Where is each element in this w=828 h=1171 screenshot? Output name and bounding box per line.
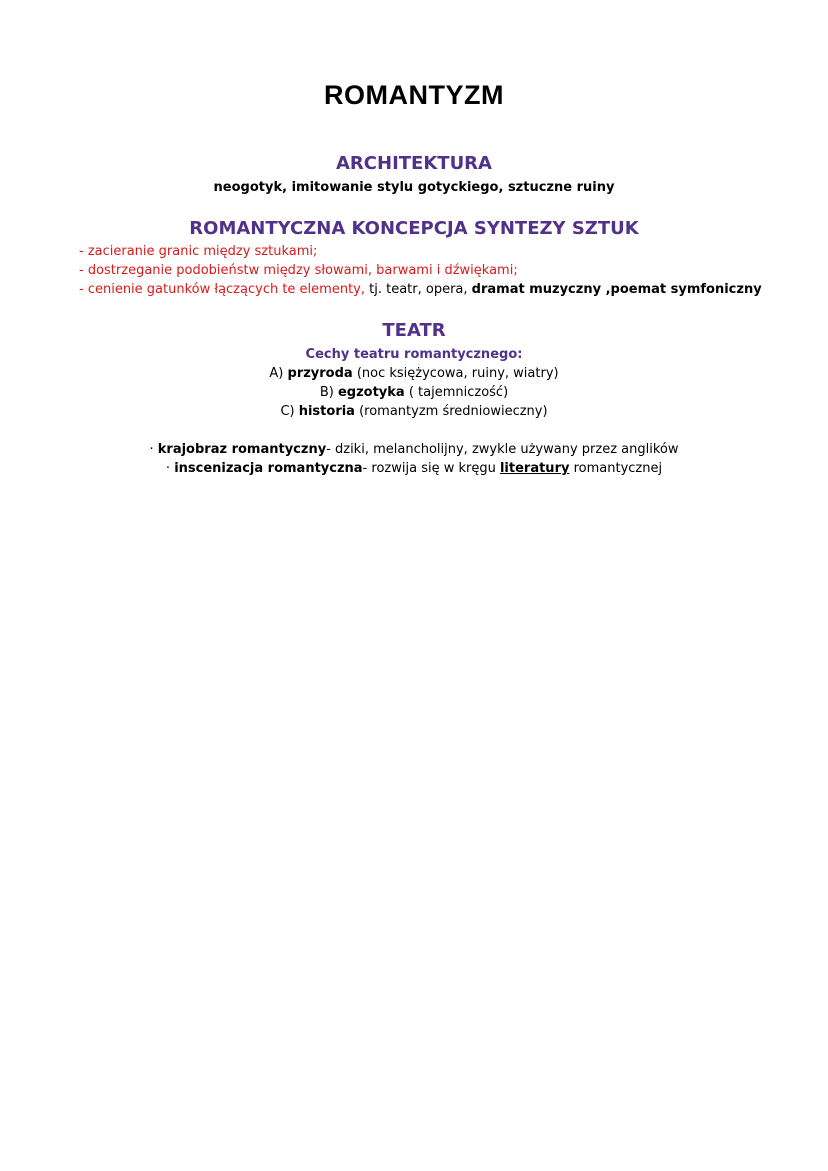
- teatr-feature-c: [0, 402, 828, 421]
- teatr-c-bold: historia: [298, 404, 355, 419]
- architektura-description: neogotyk, imitowanie stylu gotyckiego, sztuczne ruiny: [213, 180, 615, 195]
- synteza-item-2: - dostrzeganie podobieństw między słowami, barwami i dźwiękami;: [79, 263, 518, 278]
- synteza-item-3: [79, 280, 779, 299]
- bullet-krajobraz: [0, 440, 828, 459]
- teatr-feature-b: [0, 383, 828, 402]
- synteza-item-3-bold: dramat muzyczny ,poemat symfoniczny: [471, 282, 762, 297]
- teatr-feature-a: [0, 364, 828, 383]
- page-title: ROMANTYZM: [324, 80, 504, 110]
- bullet-1-prefix: ·: [149, 442, 158, 457]
- bullet-2-bold: inscenizacja romantyczna: [174, 461, 363, 476]
- teatr-c-rest: (romantyzm średniowieczny): [354, 404, 548, 419]
- synteza-item-3-red: - cenienie gatunków łączących te elementy,: [79, 282, 365, 297]
- teatr-b-rest: ( tajemniczość): [404, 385, 509, 400]
- teatr-b-prefix: B): [319, 385, 338, 400]
- bullet-2-rest: romantycznej: [569, 461, 663, 476]
- bullet-2-prefix: ·: [165, 461, 175, 476]
- teatr-subheading: Cechy teatru romantycznego:: [305, 347, 523, 362]
- teatr-b-bold: egzotyka: [337, 385, 405, 400]
- synteza-item-1: - zacieranie granic między sztukami;: [79, 244, 318, 259]
- teatr-a-prefix: A): [269, 366, 288, 381]
- teatr-heading: TEATR: [382, 320, 446, 341]
- synteza-heading: ROMANTYCZNA KONCEPCJA SYNTEZY SZTUK: [189, 218, 639, 239]
- teatr-a-rest: (noc księżycowa, ruiny, wiatry): [352, 366, 559, 381]
- bullet-1-bold: krajobraz romantyczny: [157, 442, 327, 457]
- architektura-heading: ARCHITEKTURA: [336, 153, 492, 174]
- bullet-2-mid: - rozwija się w kręgu: [362, 461, 500, 476]
- teatr-a-bold: przyroda: [287, 366, 353, 381]
- teatr-c-prefix: C): [280, 404, 299, 419]
- bullet-1-rest: - dziki, melancholijny, zwykle używany przez anglików: [326, 442, 679, 457]
- synteza-item-3-plain: tj. teatr, opera,: [365, 282, 472, 297]
- synteza-list: [79, 242, 779, 299]
- bullet-2-underline: literatury: [499, 461, 570, 476]
- bullet-inscenizacja: [0, 459, 828, 478]
